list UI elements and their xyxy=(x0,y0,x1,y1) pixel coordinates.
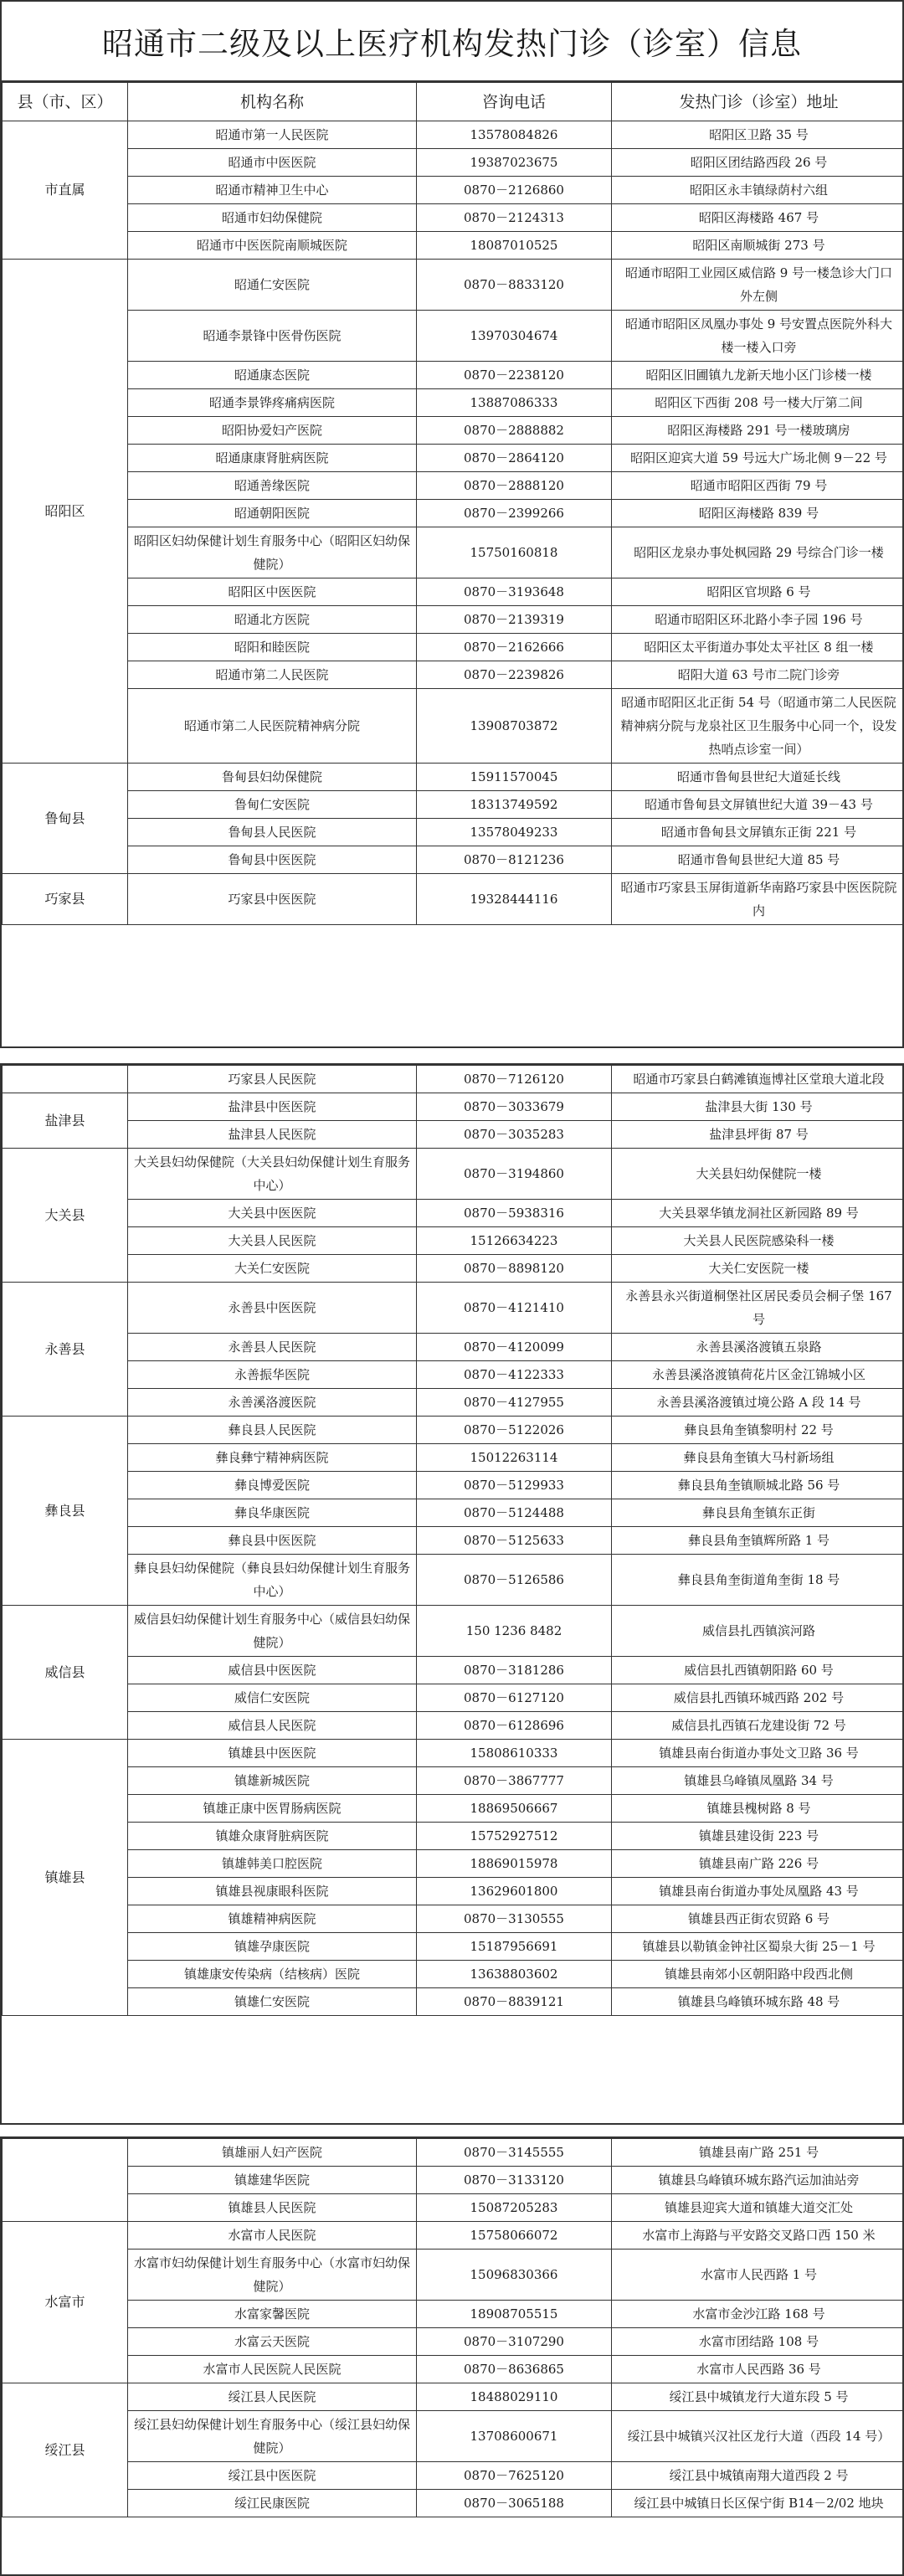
table-row xyxy=(3,1361,904,1389)
phone-cell: 18869015978 xyxy=(417,1850,612,1878)
phone-cell: 15808610333 xyxy=(417,1740,612,1767)
table-row xyxy=(3,1093,904,1121)
address-cell: 永善县永兴街道桐堡社区居民委员会桐子堡 167 号 xyxy=(612,1283,904,1334)
phone-cell: 15750160818 xyxy=(417,527,612,578)
table-row xyxy=(3,311,904,362)
table-row xyxy=(3,2383,904,2411)
address-cell: 大关县翠华镇龙洞社区新园路 89 号 xyxy=(612,1200,904,1227)
phone-cell: 0870－5122026 xyxy=(417,1417,612,1444)
table-row xyxy=(3,2328,904,2356)
phone-cell: 0870－7126120 xyxy=(417,1066,612,1093)
address-cell: 大关县妇幼保健院一楼 xyxy=(612,1149,904,1200)
hospital-name-cell: 昭阳区中医医院 xyxy=(128,578,417,606)
county-cell xyxy=(3,1066,128,1093)
table-row xyxy=(3,1066,904,1093)
address-cell: 昭阳区团结路西段 26 号 xyxy=(612,149,904,177)
phone-cell: 0870－2399266 xyxy=(417,500,612,527)
address-cell: 镇雄县南郊小区朝阳路中段西北侧 xyxy=(612,1961,904,1988)
phone-cell: 0870－6128696 xyxy=(417,1712,612,1740)
phone-cell: 0870－2238120 xyxy=(417,362,612,389)
hospital-name-cell: 大关县妇幼保健院（大关县妇幼保健计划生育服务中心） xyxy=(128,1149,417,1200)
hospital-name-cell: 昭阳区妇幼保健计划生育服务中心（昭阳区妇幼保健院） xyxy=(128,527,417,578)
table-row xyxy=(3,2222,904,2250)
phone-cell: 0870－2239826 xyxy=(417,661,612,689)
hospital-name-cell: 镇雄建华医院 xyxy=(128,2167,417,2194)
table-row xyxy=(3,1850,904,1878)
hospital-name-cell: 昭通市妇幼保健院 xyxy=(128,204,417,232)
table-row xyxy=(3,2139,904,2167)
table-row xyxy=(3,1472,904,1499)
table-row xyxy=(3,2462,904,2490)
table-card-3 xyxy=(0,2136,904,2576)
address-cell: 永善县溪洛渡镇五泉路 xyxy=(612,1334,904,1361)
table-row xyxy=(3,2356,904,2383)
address-cell: 镇雄县建设街 223 号 xyxy=(612,1823,904,1850)
hospital-name-cell: 彝良县妇幼保健院（彝良县妇幼保健计划生育服务中心） xyxy=(128,1555,417,1606)
hospital-name-cell: 鲁甸仁安医院 xyxy=(128,791,417,819)
hospital-name-cell: 昭通李景铧疼痛病医院 xyxy=(128,389,417,417)
table-body xyxy=(3,121,904,925)
hospital-name-cell: 昭通市第一人民医院 xyxy=(128,121,417,149)
address-cell: 昭阳区海楼路 291 号一楼玻璃房 xyxy=(612,417,904,445)
address-cell: 镇雄县南广路 226 号 xyxy=(612,1850,904,1878)
address-cell: 昭阳大道 63 号市二院门诊旁 xyxy=(612,661,904,689)
table-row xyxy=(3,1255,904,1283)
phone-cell: 0870－5124488 xyxy=(417,1499,612,1527)
hospital-name-cell: 彝良县人民医院 xyxy=(128,1417,417,1444)
hospital-name-cell: 永善溪洛渡医院 xyxy=(128,1389,417,1417)
hospital-name-cell: 镇雄精神病医院 xyxy=(128,1905,417,1933)
address-cell: 盐津县大街 130 号 xyxy=(612,1093,904,1121)
phone-cell: 0870－2162666 xyxy=(417,634,612,661)
hospital-name-cell: 昭通市中医医院南顺城医院 xyxy=(128,232,417,260)
address-cell: 永善县溪洛渡镇荷花片区金江锦城小区 xyxy=(612,1361,904,1389)
table-row xyxy=(3,1684,904,1712)
county-cell: 绥江县 xyxy=(3,2383,128,2517)
phone-cell: 15096830366 xyxy=(417,2250,612,2301)
hospital-name-cell: 水富云天医院 xyxy=(128,2328,417,2356)
hospital-name-cell: 昭通仁安医院 xyxy=(128,260,417,311)
table-row xyxy=(3,1283,904,1334)
table-row xyxy=(3,1499,904,1527)
table-row xyxy=(3,2250,904,2301)
hospital-name-cell: 彝良华康医院 xyxy=(128,1499,417,1527)
address-cell: 昭阳区永丰镇绿荫村六组 xyxy=(612,177,904,204)
phone-cell: 15752927512 xyxy=(417,1823,612,1850)
table-row xyxy=(3,874,904,925)
table-row xyxy=(3,500,904,527)
county-cell: 水富市 xyxy=(3,2222,128,2383)
table-row xyxy=(3,819,904,846)
phone-cell: 15126634223 xyxy=(417,1227,612,1255)
address-cell: 镇雄县南台街道办事处凤凰路 43 号 xyxy=(612,1878,904,1905)
phone-cell: 15911570045 xyxy=(417,764,612,791)
address-cell: 镇雄县乌峰镇凤凰路 34 号 xyxy=(612,1767,904,1795)
address-cell: 镇雄县乌峰镇环城东路 48 号 xyxy=(612,1988,904,2016)
table-row xyxy=(3,1878,904,1905)
phone-cell: 13629601800 xyxy=(417,1878,612,1905)
hospital-name-cell: 鲁甸县中医医院 xyxy=(128,846,417,874)
hospital-name-cell: 大关县中医医院 xyxy=(128,1200,417,1227)
table-row xyxy=(3,764,904,791)
hospital-name-cell: 彝良博爱医院 xyxy=(128,1472,417,1499)
address-cell: 镇雄县南广路 251 号 xyxy=(612,2139,904,2167)
table-row xyxy=(3,1121,904,1149)
hospital-name-cell: 镇雄县视康眼科医院 xyxy=(128,1878,417,1905)
address-cell: 绥江县中城镇兴汉社区龙行大道（西段 14 号） xyxy=(612,2411,904,2462)
phone-cell: 0870－2888120 xyxy=(417,472,612,500)
phone-cell: 0870－3107290 xyxy=(417,2328,612,2356)
phone-cell: 19328444116 xyxy=(417,874,612,925)
phone-cell: 18313749592 xyxy=(417,791,612,819)
phone-cell: 15187956691 xyxy=(417,1933,612,1961)
address-cell: 威信县扎西镇朝阳路 60 号 xyxy=(612,1657,904,1684)
address-cell: 昭阳区旧圃镇九龙新天地小区门诊楼一楼 xyxy=(612,362,904,389)
county-cell: 市直属 xyxy=(3,121,128,260)
address-cell: 盐津县坪街 87 号 xyxy=(612,1121,904,1149)
table-row xyxy=(3,578,904,606)
county-cell: 威信县 xyxy=(3,1606,128,1740)
county-cell: 巧家县 xyxy=(3,874,128,925)
phone-cell: 150 1236 8482 xyxy=(417,1606,612,1657)
phone-cell: 0870－2864120 xyxy=(417,445,612,472)
address-cell: 彝良县角奎镇顺城北路 56 号 xyxy=(612,1472,904,1499)
hospital-name-cell: 水富市人民医院人民医院 xyxy=(128,2356,417,2383)
phone-cell: 0870－3145555 xyxy=(417,2139,612,2167)
hospital-name-cell: 昭通康态医院 xyxy=(128,362,417,389)
phone-cell: 13708600671 xyxy=(417,2411,612,2462)
address-cell: 绥江县中城镇龙行大道东段 5 号 xyxy=(612,2383,904,2411)
table-row xyxy=(3,445,904,472)
table-row xyxy=(3,1334,904,1361)
header-address: 发热门诊（诊室）地址 xyxy=(612,83,904,121)
page-title: 昭通市二级及以上医疗机构发热门诊（诊室）信息 xyxy=(2,2,902,82)
table-row xyxy=(3,177,904,204)
table-row xyxy=(3,1712,904,1740)
address-cell: 昭阳区卫路 35 号 xyxy=(612,121,904,149)
address-cell: 大关县人民医院感染科一楼 xyxy=(612,1227,904,1255)
table-row xyxy=(3,2167,904,2194)
phone-cell: 0870－8898120 xyxy=(417,1255,612,1283)
hospital-name-cell: 昭通市第二人民医院精神病分院 xyxy=(128,689,417,764)
phone-cell: 0870－2126860 xyxy=(417,177,612,204)
hospital-name-cell: 绥江县妇幼保健计划生育服务中心（绥江县妇幼保健院） xyxy=(128,2411,417,2462)
phone-cell: 0870－3133120 xyxy=(417,2167,612,2194)
hospital-name-cell: 威信县妇幼保健计划生育服务中心（威信县妇幼保健院） xyxy=(128,1606,417,1657)
address-cell: 昭通市昭阳工业园区威信路 9 号一楼急诊大门口外左侧 xyxy=(612,260,904,311)
table-row xyxy=(3,1149,904,1200)
phone-cell: 0870－8839121 xyxy=(417,1988,612,2016)
address-cell: 绥江县中城镇日长区保宁街 B14－2/02 地块 xyxy=(612,2490,904,2517)
phone-cell: 18488029110 xyxy=(417,2383,612,2411)
phone-cell: 0870－3867777 xyxy=(417,1767,612,1795)
hospital-name-cell: 昭通市第二人民医院 xyxy=(128,661,417,689)
phone-cell: 15758066072 xyxy=(417,2222,612,2250)
table-row xyxy=(3,689,904,764)
hospital-name-cell: 镇雄康安传染病（结核病）医院 xyxy=(128,1961,417,1988)
address-cell: 镇雄县南台街道办事处文卫路 36 号 xyxy=(612,1740,904,1767)
table-header-row xyxy=(3,83,904,121)
phone-cell: 0870－8636865 xyxy=(417,2356,612,2383)
hospital-name-cell: 盐津县中医医院 xyxy=(128,1093,417,1121)
hospital-name-cell: 昭阳和睦医院 xyxy=(128,634,417,661)
address-cell: 昭通市昭阳区北正街 54 号（昭通市第二人民医院精神病分院与龙泉社区卫生服务中心同一个，设发热哨点诊室一间） xyxy=(612,689,904,764)
hospital-name-cell: 镇雄县人民医院 xyxy=(128,2194,417,2222)
table-row xyxy=(3,1606,904,1657)
table-row xyxy=(3,362,904,389)
address-cell: 镇雄县以勒镇金钟社区蜀泉大街 25－1 号 xyxy=(612,1933,904,1961)
hospital-name-cell: 巧家县中医医院 xyxy=(128,874,417,925)
table-row xyxy=(3,1795,904,1823)
table-row xyxy=(3,1527,904,1555)
hospital-name-cell: 镇雄丽人妇产医院 xyxy=(128,2139,417,2167)
phone-cell: 0870－2124313 xyxy=(417,204,612,232)
address-cell: 昭通市鲁甸县文屏镇世纪大道 39－43 号 xyxy=(612,791,904,819)
address-cell: 昭阳区官坝路 6 号 xyxy=(612,578,904,606)
table-row xyxy=(3,389,904,417)
hospital-name-cell: 绥江县人民医院 xyxy=(128,2383,417,2411)
address-cell: 大关仁安医院一楼 xyxy=(612,1255,904,1283)
table-card-1 xyxy=(0,0,904,1048)
hospital-name-cell: 昭通康康肾脏病医院 xyxy=(128,445,417,472)
hospital-name-cell: 镇雄韩美口腔医院 xyxy=(128,1850,417,1878)
table-card-2 xyxy=(0,1063,904,2125)
phone-cell: 19387023675 xyxy=(417,149,612,177)
address-cell: 威信县扎西镇石龙建设街 72 号 xyxy=(612,1712,904,1740)
phone-cell: 13970304674 xyxy=(417,311,612,362)
address-cell: 永善县溪洛渡镇过境公路 A 段 14 号 xyxy=(612,1389,904,1417)
table-row xyxy=(3,260,904,311)
address-cell: 昭通市鲁甸县文屏镇东正街 221 号 xyxy=(612,819,904,846)
phone-cell: 0870－2139319 xyxy=(417,606,612,634)
address-cell: 昭通市昭阳区凤凰办事处 9 号安置点医院外科大楼一楼入口旁 xyxy=(612,311,904,362)
county-cell: 昭阳区 xyxy=(3,260,128,764)
table-row xyxy=(3,1227,904,1255)
phone-cell: 0870－3194860 xyxy=(417,1149,612,1200)
hospital-name-cell: 昭通市精神卫生中心 xyxy=(128,177,417,204)
table-row xyxy=(3,661,904,689)
phone-cell: 0870－3130555 xyxy=(417,1905,612,1933)
address-cell: 威信县扎西镇环城西路 202 号 xyxy=(612,1684,904,1712)
table-row xyxy=(3,1740,904,1767)
table-row xyxy=(3,1200,904,1227)
county-cell: 大关县 xyxy=(3,1149,128,1283)
phone-cell: 0870－3181286 xyxy=(417,1657,612,1684)
address-cell: 昭通市巧家县白鹤滩镇迤博社区堂琅大道北段 xyxy=(612,1066,904,1093)
phone-cell: 18087010525 xyxy=(417,232,612,260)
phone-cell: 0870－2888882 xyxy=(417,417,612,445)
table-row xyxy=(3,1444,904,1472)
address-cell: 水富市人民西路 1 号 xyxy=(612,2250,904,2301)
phone-cell: 0870－8833120 xyxy=(417,260,612,311)
address-cell: 昭阳区龙泉办事处枫园路 29 号综合门诊一楼 xyxy=(612,527,904,578)
header-county: 县（市、区） xyxy=(3,83,128,121)
hospital-table-1 xyxy=(2,82,904,925)
phone-cell: 0870－4120099 xyxy=(417,1334,612,1361)
address-cell: 水富市团结路 108 号 xyxy=(612,2328,904,2356)
phone-cell: 0870－6127120 xyxy=(417,1684,612,1712)
hospital-name-cell: 昭阳协爱妇产医院 xyxy=(128,417,417,445)
phone-cell: 0870－3193648 xyxy=(417,578,612,606)
table-row xyxy=(3,527,904,578)
address-cell: 昭阳区下西街 208 号一楼大厅第二间 xyxy=(612,389,904,417)
table-body xyxy=(3,1066,904,2016)
address-cell: 昭通市鲁甸县世纪大道延长线 xyxy=(612,764,904,791)
address-cell: 镇雄县西正街农贸路 6 号 xyxy=(612,1905,904,1933)
table-row xyxy=(3,1823,904,1850)
phone-cell: 15012263114 xyxy=(417,1444,612,1472)
table-row xyxy=(3,2490,904,2517)
phone-cell: 0870－4127955 xyxy=(417,1389,612,1417)
address-cell: 镇雄县槐树路 8 号 xyxy=(612,1795,904,1823)
header-phone: 咨询电话 xyxy=(417,83,612,121)
hospital-name-cell: 大关县人民医院 xyxy=(128,1227,417,1255)
phone-cell: 0870－5125633 xyxy=(417,1527,612,1555)
table-row xyxy=(3,2411,904,2462)
hospital-name-cell: 水富市人民医院 xyxy=(128,2222,417,2250)
county-cell: 永善县 xyxy=(3,1283,128,1417)
address-cell: 昭通市昭阳区西街 79 号 xyxy=(612,472,904,500)
phone-cell: 0870－8121236 xyxy=(417,846,612,874)
hospital-name-cell: 鲁甸县妇幼保健院 xyxy=(128,764,417,791)
address-cell: 镇雄县迎宾大道和镇雄大道交汇处 xyxy=(612,2194,904,2222)
header-name: 机构名称 xyxy=(128,83,417,121)
county-cell: 盐津县 xyxy=(3,1093,128,1149)
hospital-name-cell: 镇雄正康中医胃肠病医院 xyxy=(128,1795,417,1823)
table-row xyxy=(3,791,904,819)
table-row xyxy=(3,1988,904,2016)
hospital-name-cell: 绥江民康医院 xyxy=(128,2490,417,2517)
hospital-name-cell: 昭通市中医医院 xyxy=(128,149,417,177)
hospital-name-cell: 威信县人民医院 xyxy=(128,1712,417,1740)
phone-cell: 13638803602 xyxy=(417,1961,612,1988)
table-row xyxy=(3,1417,904,1444)
address-cell: 威信县扎西镇滨河路 xyxy=(612,1606,904,1657)
table-row xyxy=(3,232,904,260)
phone-cell: 0870－5126586 xyxy=(417,1555,612,1606)
address-cell: 水富市上海路与平安路交叉路口西 150 米 xyxy=(612,2222,904,2250)
table-row xyxy=(3,121,904,149)
address-cell: 昭通市昭阳区环北路小李子园 196 号 xyxy=(612,606,904,634)
hospital-name-cell: 鲁甸县人民医院 xyxy=(128,819,417,846)
hospital-name-cell: 彝良彝宁精神病医院 xyxy=(128,1444,417,1472)
table-row xyxy=(3,149,904,177)
address-cell: 昭通市鲁甸县世纪大道 85 号 xyxy=(612,846,904,874)
table-row xyxy=(3,204,904,232)
county-cell: 镇雄县 xyxy=(3,1740,128,2016)
hospital-name-cell: 昭通朝阳医院 xyxy=(128,500,417,527)
county-cell: 鲁甸县 xyxy=(3,764,128,874)
table-row xyxy=(3,1555,904,1606)
phone-cell: 0870－5129933 xyxy=(417,1472,612,1499)
table-row xyxy=(3,2194,904,2222)
address-cell: 绥江县中城镇南翔大道西段 2 号 xyxy=(612,2462,904,2490)
county-cell xyxy=(3,2139,128,2222)
table-row xyxy=(3,417,904,445)
hospital-name-cell: 绥江县中医医院 xyxy=(128,2462,417,2490)
address-cell: 昭通市巧家县玉屏街道新华南路巧家县中医医院院内 xyxy=(612,874,904,925)
table-row xyxy=(3,1389,904,1417)
address-cell: 彝良县角奎镇东正街 xyxy=(612,1499,904,1527)
address-cell: 镇雄县乌峰镇环城东路汽运加油站旁 xyxy=(612,2167,904,2194)
hospital-name-cell: 水富家馨医院 xyxy=(128,2301,417,2328)
hospital-name-cell: 镇雄新城医院 xyxy=(128,1767,417,1795)
address-cell: 彝良县角奎镇黎明村 22 号 xyxy=(612,1417,904,1444)
hospital-name-cell: 镇雄仁安医院 xyxy=(128,1988,417,2016)
hospital-name-cell: 永善县中医医院 xyxy=(128,1283,417,1334)
hospital-name-cell: 镇雄孕康医院 xyxy=(128,1933,417,1961)
address-cell: 昭阳区海楼路 839 号 xyxy=(612,500,904,527)
address-cell: 昭阳区迎宾大道 59 号远大广场北侧 9－22 号 xyxy=(612,445,904,472)
address-cell: 彝良县角奎街道角奎街 18 号 xyxy=(612,1555,904,1606)
hospital-name-cell: 大关仁安医院 xyxy=(128,1255,417,1283)
hospital-table-3 xyxy=(2,2138,904,2517)
phone-cell: 18869506667 xyxy=(417,1795,612,1823)
hospital-name-cell: 昭通北方医院 xyxy=(128,606,417,634)
phone-cell: 13578049233 xyxy=(417,819,612,846)
table-row xyxy=(3,846,904,874)
address-cell: 昭阳区海楼路 467 号 xyxy=(612,204,904,232)
phone-cell: 0870－3065188 xyxy=(417,2490,612,2517)
address-cell: 昭阳区南顺城街 273 号 xyxy=(612,232,904,260)
phone-cell: 0870－5938316 xyxy=(417,1200,612,1227)
phone-cell: 0870－7625120 xyxy=(417,2462,612,2490)
table-row xyxy=(3,1767,904,1795)
table-row xyxy=(3,2301,904,2328)
address-cell: 水富市金沙江路 168 号 xyxy=(612,2301,904,2328)
table-body xyxy=(3,2139,904,2517)
table-row xyxy=(3,1905,904,1933)
county-cell: 彝良县 xyxy=(3,1417,128,1606)
hospital-name-cell: 水富市妇幼保健计划生育服务中心（水富市妇幼保健院） xyxy=(128,2250,417,2301)
table-row xyxy=(3,634,904,661)
hospital-name-cell: 镇雄县中医医院 xyxy=(128,1740,417,1767)
address-cell: 水富市人民西路 36 号 xyxy=(612,2356,904,2383)
hospital-name-cell: 威信仁安医院 xyxy=(128,1684,417,1712)
phone-cell: 0870－3033679 xyxy=(417,1093,612,1121)
phone-cell: 0870－3035283 xyxy=(417,1121,612,1149)
phone-cell: 15087205283 xyxy=(417,2194,612,2222)
table-row xyxy=(3,606,904,634)
hospital-name-cell: 威信县中医医院 xyxy=(128,1657,417,1684)
hospital-table-2 xyxy=(2,1065,904,2016)
hospital-name-cell: 昭通李景锋中医骨伤医院 xyxy=(128,311,417,362)
phone-cell: 18908705515 xyxy=(417,2301,612,2328)
address-cell: 彝良县角奎镇大马村新场组 xyxy=(612,1444,904,1472)
phone-cell: 13908703872 xyxy=(417,689,612,764)
phone-cell: 13578084826 xyxy=(417,121,612,149)
hospital-name-cell: 永善县人民医院 xyxy=(128,1334,417,1361)
address-cell: 昭阳区太平街道办事处太平社区 8 组一楼 xyxy=(612,634,904,661)
phone-cell: 0870－4121410 xyxy=(417,1283,612,1334)
hospital-name-cell: 永善振华医院 xyxy=(128,1361,417,1389)
table-row xyxy=(3,472,904,500)
table-row xyxy=(3,1961,904,1988)
hospital-name-cell: 镇雄众康肾脏病医院 xyxy=(128,1823,417,1850)
hospital-name-cell: 彝良县中医医院 xyxy=(128,1527,417,1555)
hospital-name-cell: 巧家县人民医院 xyxy=(128,1066,417,1093)
table-row xyxy=(3,1933,904,1961)
phone-cell: 13887086333 xyxy=(417,389,612,417)
table-row xyxy=(3,1657,904,1684)
phone-cell: 0870－4122333 xyxy=(417,1361,612,1389)
hospital-name-cell: 昭通善缘医院 xyxy=(128,472,417,500)
address-cell: 彝良县角奎镇辉所路 1 号 xyxy=(612,1527,904,1555)
hospital-name-cell: 盐津县人民医院 xyxy=(128,1121,417,1149)
